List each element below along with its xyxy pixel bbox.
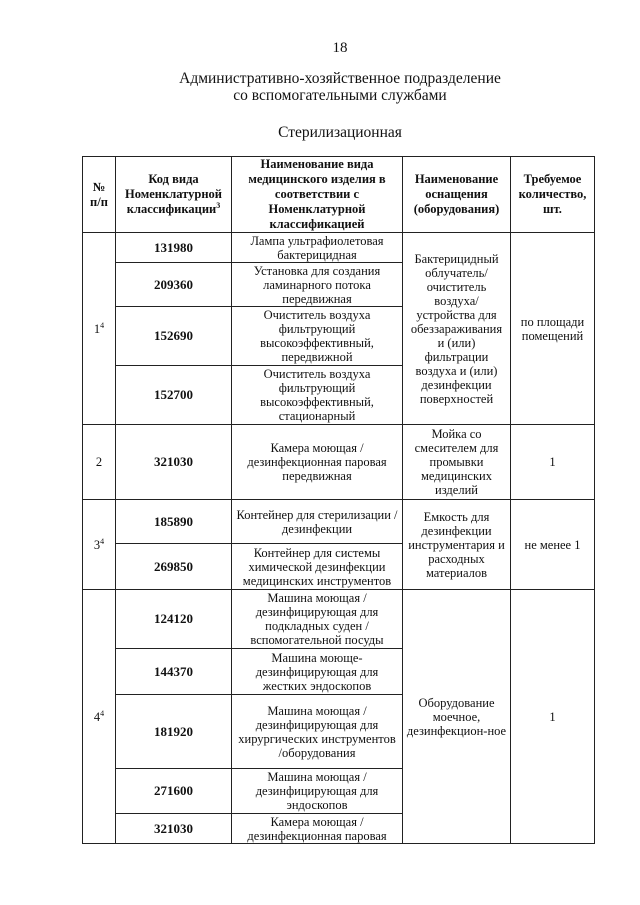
header-name: Наименование вида медицинского изделия в соответствии с Номенклатурной классификацией [232, 157, 403, 233]
header-code-footnote: 3 [216, 200, 221, 210]
name-cell: Лампа ультрафиолетовая бактерицидная [232, 233, 403, 263]
header-quantity: Требуемое количество, шт. [511, 157, 595, 233]
quantity-cell: 1 [511, 425, 595, 500]
header-code [116, 157, 232, 233]
quantity-cell: 1 [511, 590, 595, 844]
header-num: № п/п [83, 157, 116, 233]
group-num: 2 [83, 425, 116, 500]
name-cell: Камера моющая /дезинфекционная паровая передвижная [232, 425, 403, 500]
header-equipment: Наименование оснащения (оборудования) [403, 157, 511, 233]
equipment-table [82, 156, 595, 844]
group-num: $1^4$ [83, 233, 116, 425]
name-cell: Машина моюще-дезинфицирующая для жестких эндоскопов [232, 649, 403, 695]
code-cell: 321030 [116, 814, 232, 844]
code-cell: 185890 [116, 500, 232, 544]
name-cell: Машина моющая /дезинфицирующая для хирургических инструментов /оборудования [232, 695, 403, 769]
code-cell: 144370 [116, 649, 232, 695]
code-cell: 124120 [116, 590, 232, 649]
quantity-cell: по площади помещений [511, 233, 595, 425]
table-row [83, 425, 595, 500]
section-title: Стерилизационная [278, 124, 402, 141]
code-cell: 131980 [116, 233, 232, 263]
code-cell: 152690 [116, 307, 232, 366]
table-row [83, 500, 595, 544]
document-heading [0, 70, 640, 104]
group-num: $3^4$ [83, 500, 116, 590]
table-row [83, 590, 595, 649]
code-cell: 269850 [116, 544, 232, 590]
name-cell: Очиститель воздуха фильтрующий высокоэффективный, передвижной [232, 307, 403, 366]
equipment-cell: Бактерицидный облучатель/ очиститель воздуха/ устройства для обеззараживания и (или) фильтрации воздуха и (или) дезинфекции поверхностей [403, 233, 511, 425]
name-cell: Камера моющая /дезинфекционная паровая [232, 814, 403, 844]
code-cell: 181920 [116, 695, 232, 769]
header-code-text: Код вида Номенклатурной классификации [125, 172, 222, 216]
equipment-cell: Емкость для дезинфекции инструментария и расходных материалов [403, 500, 511, 590]
table-header-row [83, 157, 595, 233]
name-cell: Контейнер для системы химической дезинфекции медицинских инструментов [232, 544, 403, 590]
equipment-cell: Мойка со смесителем для промывки медицинских изделий [403, 425, 511, 500]
heading-line-1: Административно-хозяйственное подразделение [179, 70, 501, 87]
name-cell: Очиститель воздуха фильтрующий высокоэффективный, стационарный [232, 366, 403, 425]
table-row [83, 233, 595, 263]
page-number: 18 [332, 40, 348, 56]
heading-line-2: со вспомогательными службами [233, 87, 447, 104]
code-cell: 152700 [116, 366, 232, 425]
equipment-cell: Оборудование моечное, дезинфекцион-ное [403, 590, 511, 844]
name-cell: Машина моющая /дезинфицирующая для эндоскопов [232, 769, 403, 814]
group-num: $4^4$ [83, 590, 116, 844]
name-cell: Машина моющая /дезинфицирующая для подкладных суден /вспомогательной посуды [232, 590, 403, 649]
name-cell: Контейнер для стерилизации /дезинфекции [232, 500, 403, 544]
code-cell: 321030 [116, 425, 232, 500]
code-cell: 209360 [116, 263, 232, 307]
quantity-cell: не менее 1 [511, 500, 595, 590]
code-cell: 271600 [116, 769, 232, 814]
name-cell: Установка для создания ламинарного потока передвижная [232, 263, 403, 307]
